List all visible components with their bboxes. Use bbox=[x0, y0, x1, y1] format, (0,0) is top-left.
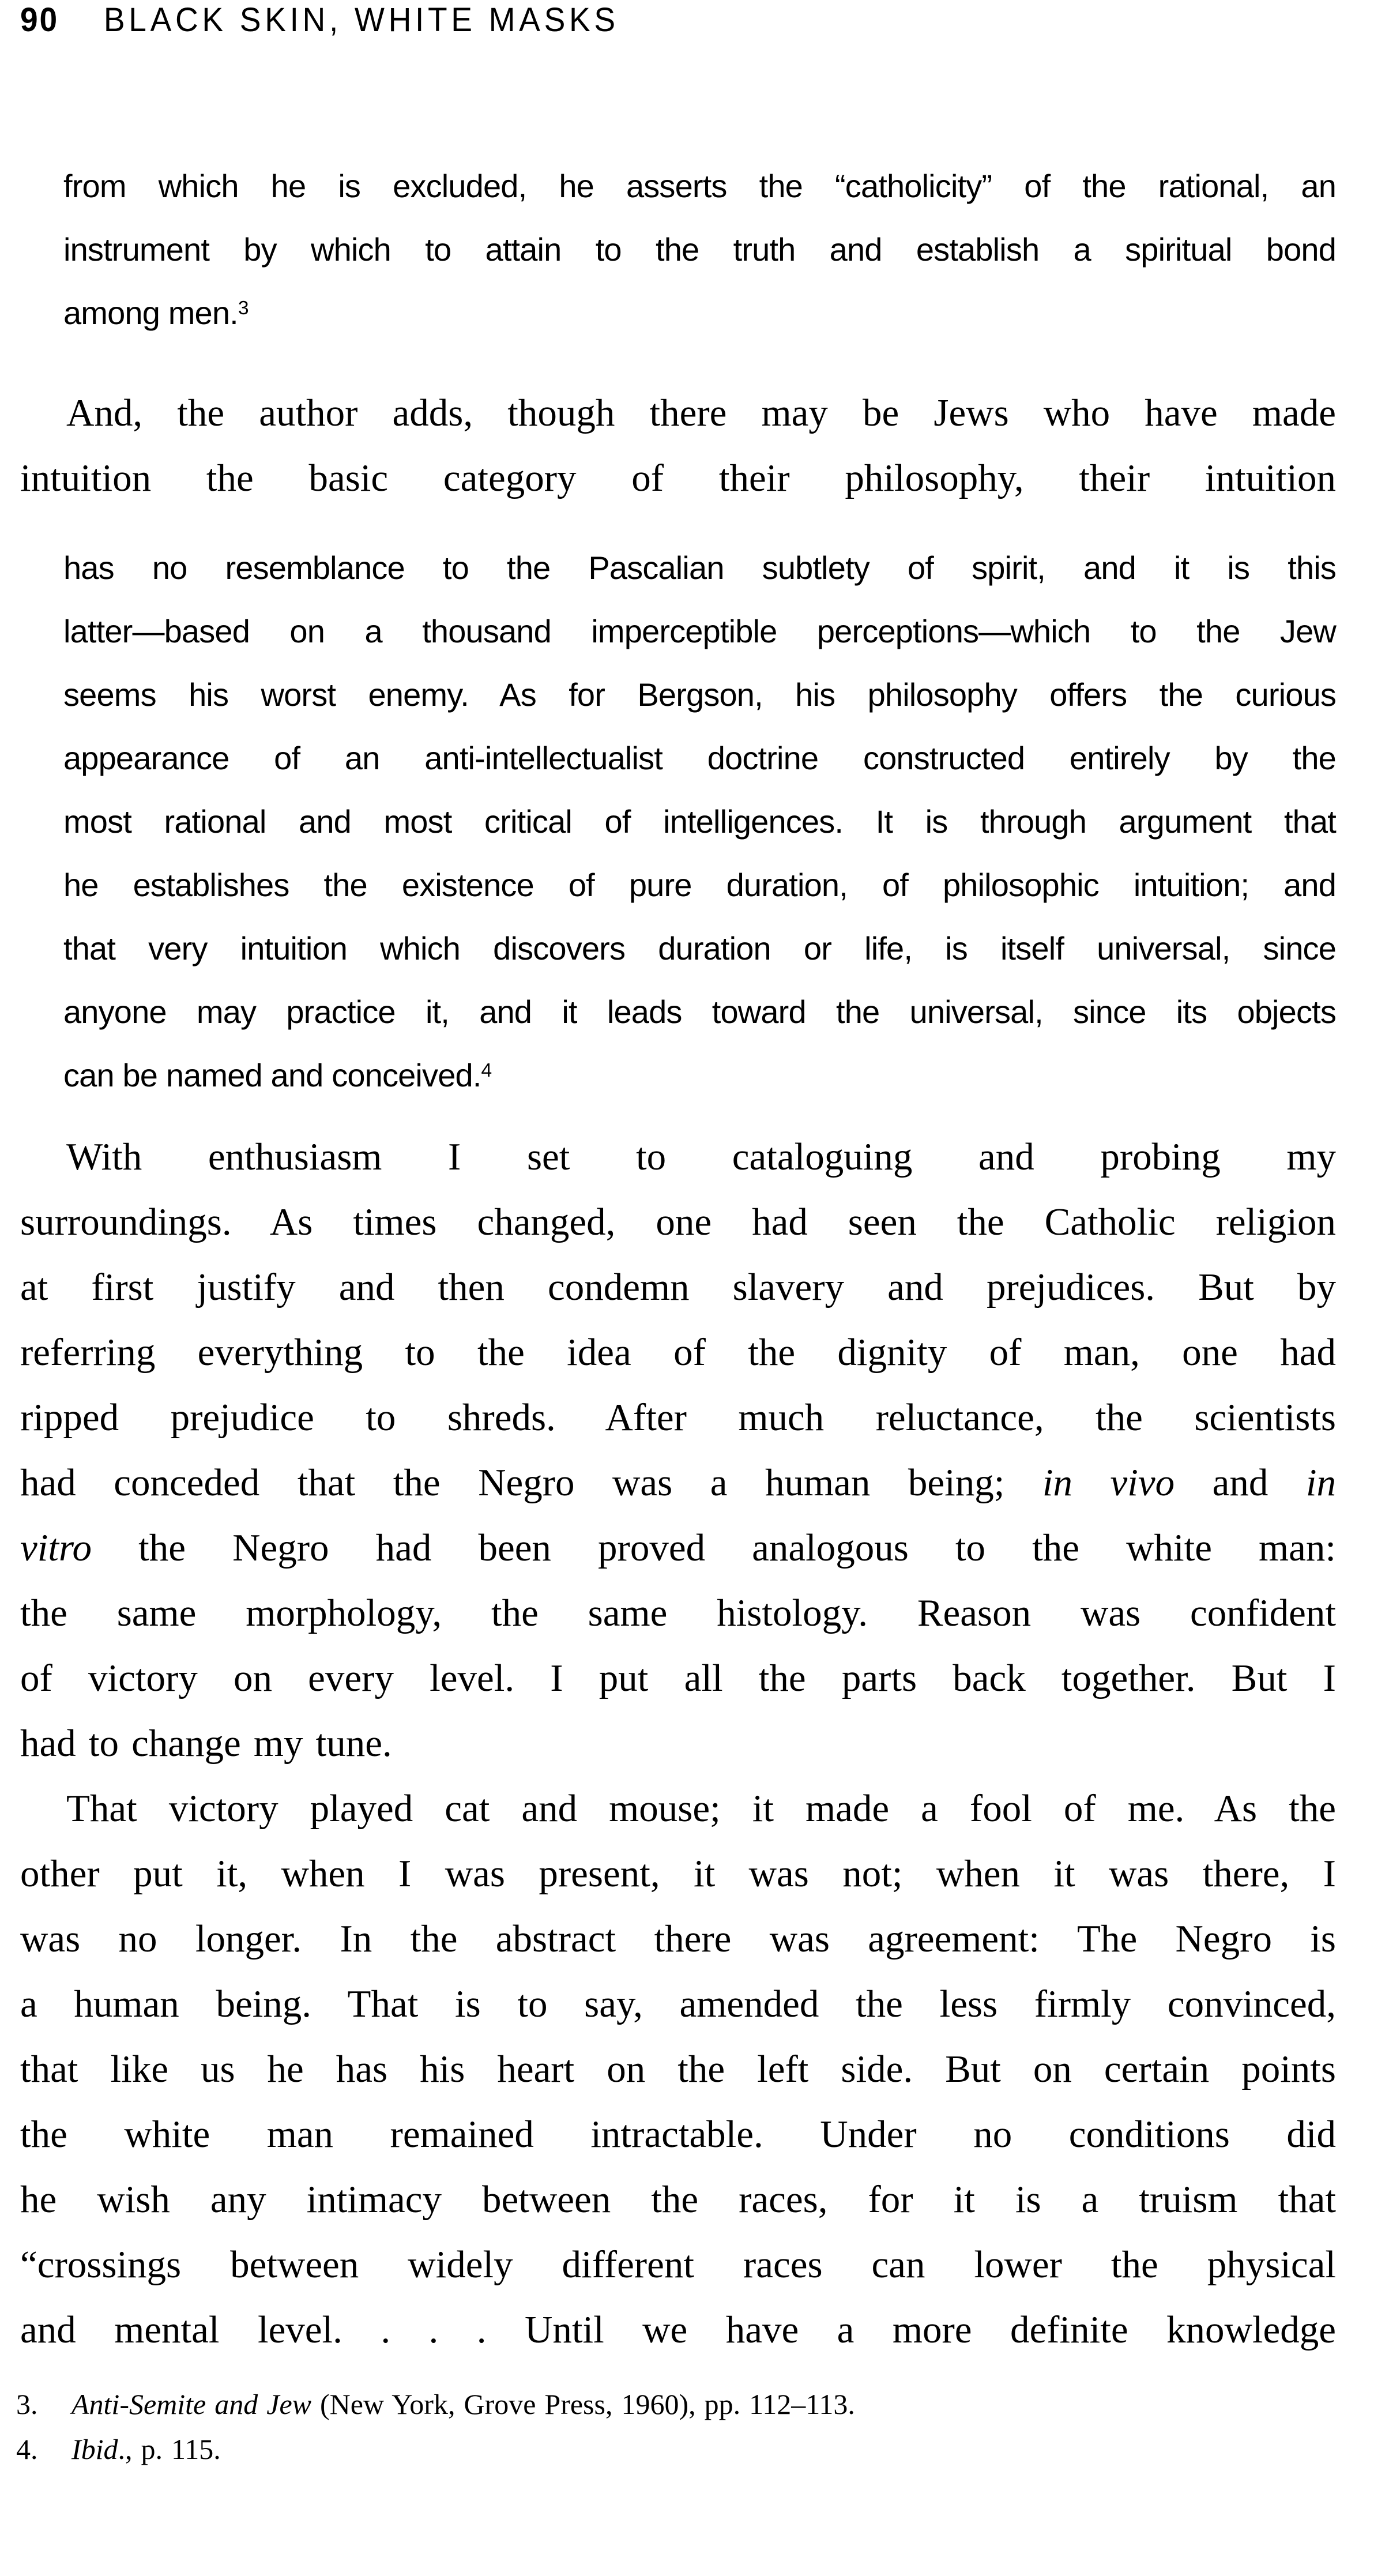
text-line: instrument by which to attain to the truth and establish a spiritual bond bbox=[63, 231, 1336, 268]
footnote-3 bbox=[16, 2382, 1320, 2427]
text-line: And, the author adds, though there may be Jews who have made bbox=[66, 392, 1336, 434]
text-line bbox=[63, 1044, 1336, 1112]
paragraph-intro bbox=[20, 381, 1336, 511]
text-line bbox=[63, 281, 1336, 350]
text-line: latter—based on a thousand imperceptible perceptions—which to the Jew bbox=[63, 613, 1336, 649]
text-line bbox=[20, 1450, 1336, 1515]
text-line: that like us he has his heart on the left side. But on certain points bbox=[20, 2048, 1336, 2090]
text-line: anyone may practice it, and it leads toward the universal, since its objects bbox=[63, 994, 1336, 1030]
text-line: had to change my tune. bbox=[20, 1722, 392, 1765]
text-line: With enthusiasm I set to cataloguing and probing my bbox=[66, 1135, 1336, 1178]
text-line: That victory played cat and mouse; it made a fool of me. As the bbox=[66, 1787, 1336, 1830]
text-line: has no resemblance to the Pascalian subtlety of spirit, and it is this bbox=[63, 550, 1336, 586]
page-number: 90 bbox=[20, 1, 59, 39]
text-line: seems his worst enemy. As for Bergson, his philosophy offers the curious bbox=[63, 676, 1336, 713]
page-header bbox=[20, 2, 1270, 38]
text-line: he establishes the existence of pure duration, of philosophic intuition; and bbox=[63, 867, 1336, 903]
text-line: appearance of an anti-intellectualist doctrine constructed entirely by the bbox=[63, 740, 1336, 776]
footnote-4 bbox=[16, 2427, 1320, 2472]
text-line: from which he is excluded, he asserts the “catholicity” of the rational, an bbox=[63, 168, 1336, 204]
text-line: was no longer. In the abstract there was agreement: The Negro is bbox=[20, 1917, 1336, 1960]
footnotes bbox=[16, 2382, 1320, 2472]
text-line: of victory on every level. I put all the parts back together. But I bbox=[20, 1657, 1336, 1699]
text-line: “crossings between widely different races can lower the physical bbox=[20, 2243, 1336, 2286]
main-text bbox=[20, 1125, 1336, 2363]
quote-text: can be named and conceived. bbox=[63, 1057, 481, 1093]
text-line: surroundings. As times changed, one had seen the Catholic religion bbox=[20, 1201, 1336, 1243]
text-line: he wish any intimacy between the races, for it is a truism that bbox=[20, 2178, 1336, 2221]
block-quote-1 bbox=[63, 155, 1336, 350]
latin-term-vitro: vitro bbox=[20, 1526, 92, 1569]
book-title: BLACK SKIN, WHITE MASKS bbox=[103, 1, 619, 39]
text-line: the same morphology, the same histology. Reason was confident bbox=[20, 1592, 1336, 1634]
footnote-text: (New York, Grove Press, 1960), pp. 112–113. bbox=[311, 2388, 855, 2420]
body-text-segment: had conceded that the Negro was a human being; bbox=[20, 1461, 1042, 1504]
footnote-text: ., p. 115. bbox=[118, 2433, 221, 2465]
latin-term-in-vivo: in vivo bbox=[1042, 1461, 1175, 1504]
text-line: at first justify and then condemn slavery and prejudices. But by bbox=[20, 1266, 1336, 1308]
footnote-ibid: Ibid bbox=[71, 2433, 118, 2465]
text-line: and mental level. . . . Until we have a more definite knowledge bbox=[20, 2308, 1336, 2351]
footnote-reference-4: 4 bbox=[481, 1060, 492, 1082]
text-line: most rational and most critical of intelligences. It is through argument that bbox=[63, 803, 1336, 840]
text-line: that very intuition which discovers duration or life, is itself universal, since bbox=[63, 930, 1336, 967]
latin-term-in: in bbox=[1305, 1461, 1336, 1504]
text-line: intuition the basic category of their philosophy, their intuition bbox=[20, 457, 1336, 499]
footnote-number: 3. bbox=[16, 2388, 38, 2420]
text-line: the white man remained intractable. Under no conditions did bbox=[20, 2113, 1336, 2156]
footnote-number: 4. bbox=[16, 2433, 38, 2465]
block-quote-2 bbox=[63, 536, 1336, 1112]
text-line: other put it, when I was present, it was not; when it was there, I bbox=[20, 1852, 1336, 1895]
text-line: ripped prejudice to shreds. After much reluctance, the scientists bbox=[20, 1396, 1336, 1439]
text-line bbox=[20, 1515, 1336, 1581]
footnote-book-title: Anti-Semite and Jew bbox=[71, 2388, 311, 2420]
footnote-reference-3: 3 bbox=[238, 298, 249, 319]
quote-text: among men. bbox=[63, 295, 238, 331]
body-text-segment: the Negro had been proved analogous to the white man: bbox=[92, 1526, 1336, 1569]
text-line: referring everything to the idea of the dignity of man, one had bbox=[20, 1331, 1336, 1374]
body-text-segment: and bbox=[1175, 1461, 1306, 1504]
text-line: a human being. That is to say, amended the less firmly convinced, bbox=[20, 1983, 1336, 2025]
